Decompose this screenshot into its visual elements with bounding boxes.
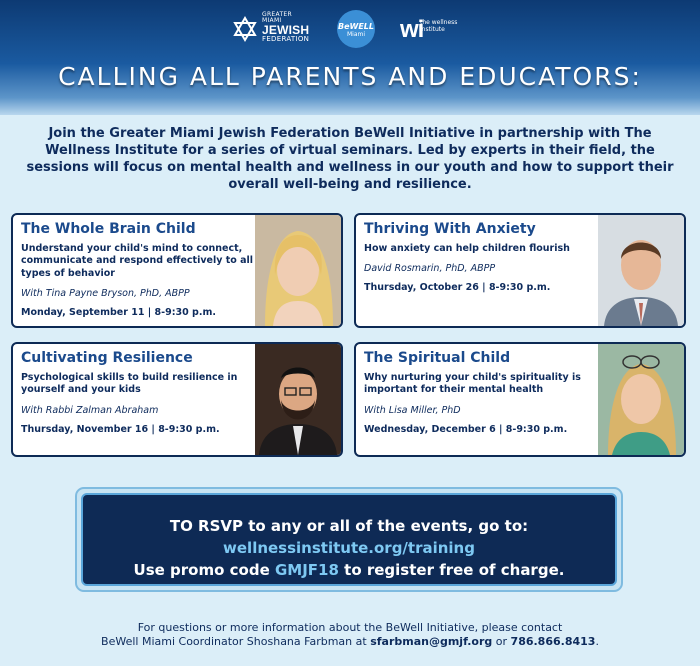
contact-phone[interactable]: 786.866.8413 (510, 635, 596, 649)
bewell-logo-sub: Miami (346, 31, 366, 38)
event-title: Cultivating Resilience (21, 350, 193, 366)
star-of-david-icon (232, 16, 258, 42)
header-banner (0, 0, 700, 115)
rsvp-panel (81, 493, 617, 586)
event-description: Understand your child's mind to connect, communicate and respond effectively to all types of behavior (21, 243, 254, 279)
event-date: Thursday, November 16 | 8-9:30 p.m. (21, 423, 220, 435)
rsvp-promo-before: Use promo code (133, 561, 275, 579)
page-headline: CALLING ALL PARENTS AND EDUCATORS: (58, 62, 642, 91)
rsvp-box (75, 487, 623, 592)
footer-line2-mid: or (492, 635, 511, 649)
speaker-photo (255, 344, 341, 455)
wellness-institute-logo (400, 16, 480, 46)
event-title: The Spiritual Child (364, 350, 511, 366)
intro-paragraph: Join the Greater Miami Jewish Federation BeWell Initiative in partnership with The Wellness Institute for a series of virtual seminars. Led by experts in their field, the sessions will focus on mental health and wellness in our youth and how to support their overall well-being and resilience. (26, 126, 674, 193)
federation-logo (232, 12, 312, 46)
contact-footer (10, 621, 690, 649)
footer-line2-before: BeWell Miami Coordinator Shoshana Farbman at (101, 635, 371, 649)
event-description: Why nurturing your child's spirituality is important for their mental health (364, 372, 581, 396)
contact-email[interactable]: sfarbman@gmjf.org (370, 635, 493, 649)
event-title: The Whole Brain Child (21, 221, 196, 237)
promo-code: GMJF18 (274, 561, 339, 579)
rsvp-link[interactable]: wellnessinstitute.org/training (223, 539, 475, 557)
wellness-logo-mark: wi (400, 16, 424, 43)
event-card-thriving-with-anxiety (354, 213, 686, 328)
event-speaker: David Rosmarin, PhD, ABPP (364, 263, 496, 275)
event-description: How anxiety can help children flourish (364, 243, 570, 254)
footer-line1: For questions or more information about the BeWell Initiative, please contact (137, 621, 563, 634)
speaker-photo (255, 215, 341, 326)
speaker-photo (598, 215, 684, 326)
event-card-whole-brain-child (11, 213, 343, 328)
event-speaker: With Lisa Miller, PhD (364, 404, 461, 416)
rsvp-promo-line (83, 559, 615, 581)
bewell-logo-name: BeWELL (337, 22, 374, 31)
event-date: Wednesday, December 6 | 8-9:30 p.m. (364, 423, 568, 435)
bewell-logo (337, 10, 375, 48)
event-date: Thursday, October 26 | 8-9:30 p.m. (364, 282, 551, 294)
event-card-cultivating-resilience (11, 342, 343, 457)
wellness-logo-text: the wellness institute (420, 19, 458, 33)
rsvp-heading: TO RSVP to any or all of the events, go to: (169, 517, 529, 535)
event-speaker: With Rabbi Zalman Abraham (21, 404, 159, 416)
event-title: Thriving With Anxiety (364, 221, 536, 237)
event-speaker: With Tina Payne Bryson, PhD, ABPP (21, 288, 190, 300)
footer-line2 (10, 635, 690, 649)
federation-line3: FEDERATION (262, 35, 310, 43)
federation-line2: JEWISH (262, 23, 310, 37)
federation-line1: GREATER MIAMI (262, 11, 292, 24)
footer-line2-end: . (595, 635, 599, 649)
event-card-spiritual-child (354, 342, 686, 457)
federation-logo-text (262, 12, 312, 43)
logo-row (0, 10, 700, 48)
rsvp-promo-after: to register free of charge. (338, 561, 565, 579)
speaker-photo (598, 344, 684, 455)
event-date: Monday, September 11 | 8-9:30 p.m. (21, 307, 216, 319)
event-description: Psychological skills to build resilience in yourself and your kids (21, 372, 238, 396)
